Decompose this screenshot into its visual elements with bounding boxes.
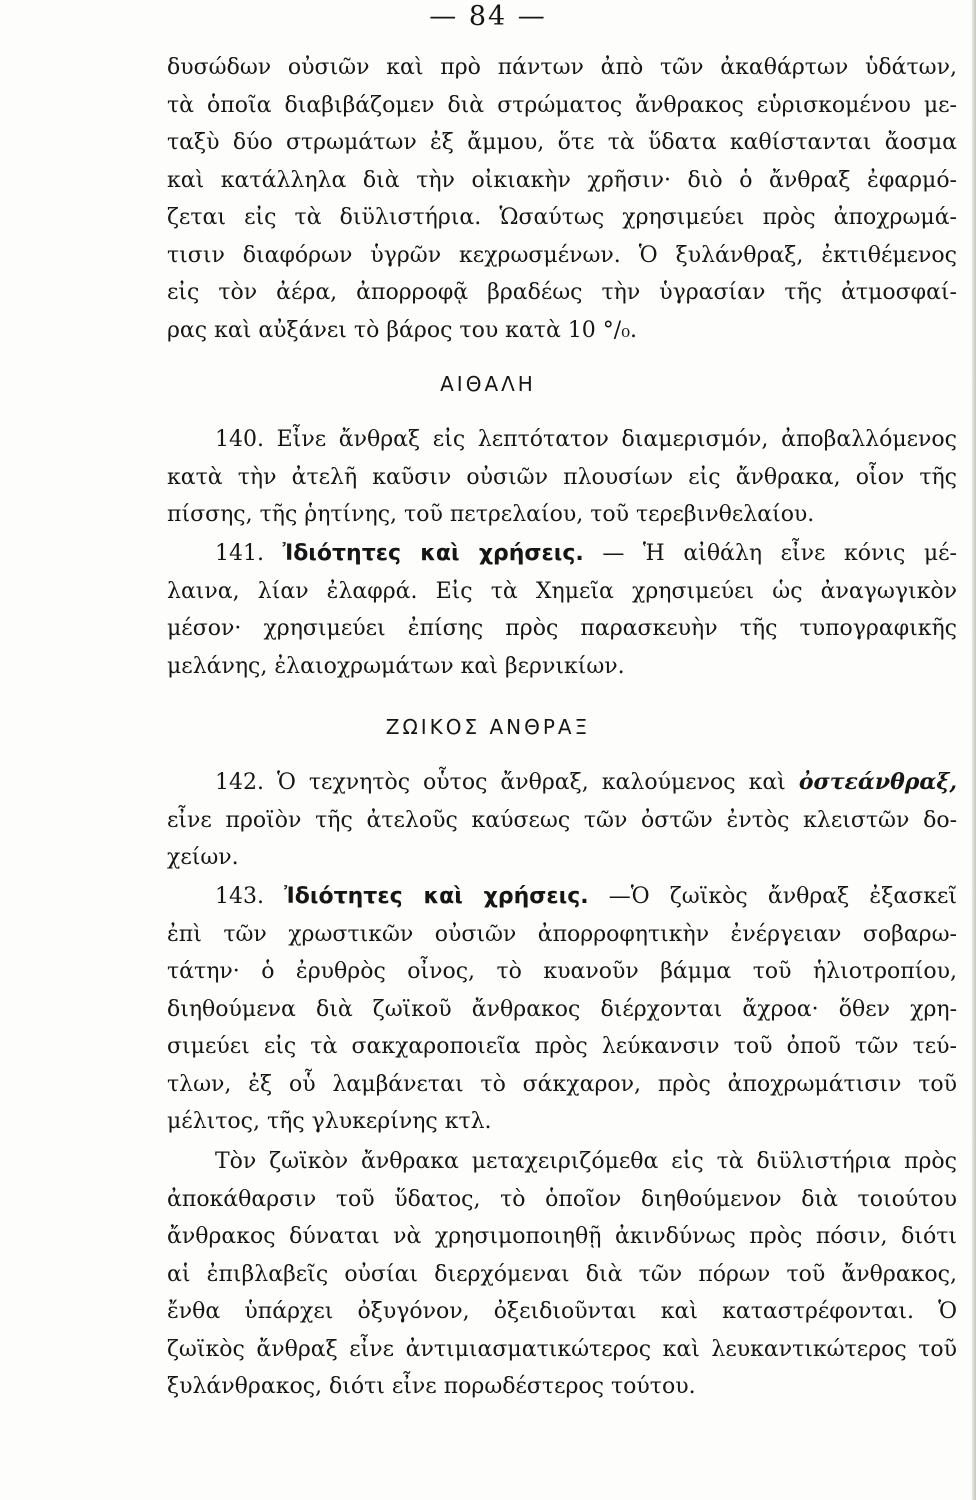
text-line: τλων, ἐξ οὗ λαμβάνεται τὸ σάκχαρον, πρὸς ἀποχρωμάτισιν τοῦ xyxy=(167,1071,957,1097)
text-line: ζεται εἰς τὰ διϋλιστήρια. Ὡσαύτως χρησιμεύει πρὸς ἀποχρωμά- xyxy=(167,205,957,230)
paragraph-140 xyxy=(167,421,957,534)
text-line: ταξὺ δύο στρωμάτων ἐξ ἄμμου, ὅτε τὰ ὕδατα καθίστανται ἄοσμα xyxy=(167,130,957,155)
bold-subheading: Ἰδιότητες καὶ χρήσεις. xyxy=(282,541,584,566)
text-line: πίσσης, τῆς ῥητίνης, τοῦ πετρελαίου, τοῦ τερεβινθελαίου. xyxy=(167,502,815,527)
text-line: ξυλάνθρακος, διότι εἶνε πορωδέστερος τούτου. xyxy=(167,1374,696,1399)
text-line xyxy=(167,535,957,573)
page-number: — 84 — xyxy=(429,1,547,32)
text-line: τάτην· ὁ ἐρυθρὸς οἶνος, τὸ κυανοῦν βάμμα τοῦ ἡλιοτροπίου, xyxy=(167,959,957,984)
bold-subheading: Ἰδιότητες καὶ χρήσεις. xyxy=(284,884,589,909)
bold-italic-term: ὀστεάνθραξ, xyxy=(798,769,957,795)
section-heading-soot: ΑΙΘΑΛΗ xyxy=(440,372,536,396)
text-line: ἀποκάθαρσιν τοῦ ὕδατος, τὸ ὁποῖον διηθούμενον διὰ τοιούτου xyxy=(167,1186,957,1212)
text-line: ἔνθα ὑπάρχει ὀξυγόνον, ὀξειδιοῦνται καὶ καταστρέφονται. Ὁ xyxy=(167,1299,957,1324)
text-fragment: — Ἡ αἰθάλη εἶνε κόνις μέ- xyxy=(602,541,957,566)
paragraph-143 xyxy=(167,878,957,1141)
paragraph-final xyxy=(167,1143,957,1406)
text-line: τισιν διαφόρων ὑγρῶν κεχρωσμένων. Ὁ ξυλάνθραξ, ἐκτιθέμενος xyxy=(167,242,957,268)
text-line: ἄνθρακος δύναται νὰ χρησιμοποιηθῇ ἀκινδύνως πρὸς πόσιν, διότι xyxy=(167,1224,957,1249)
text-line: ἐπὶ τῶν χρωστικῶν οὐσιῶν ἀπορροφητικὴν ἐνέργειαν σοβαρω- xyxy=(167,921,957,947)
text-line: ζωϊκὸς ἄνθραξ εἶνε ἀντιμιασματικώτερος καὶ λευκαντικώτερος τοῦ xyxy=(167,1336,957,1362)
text-line: διηθούμενα διὰ ζωϊκοῦ ἄνθρακος διέρχονται ἄχροα· ὅθεν χρη- xyxy=(167,996,957,1022)
text-line: εἰς τὸν ἀέρα, ἀπορροφᾷ βραδέως τὴν ὑγρασίαν τῆς ἀτμοσφαί- xyxy=(167,280,957,305)
paragraph-142 xyxy=(167,764,957,877)
text-line: μέλιτος, τῆς γλυκερίνης κτλ. xyxy=(167,1109,492,1134)
page-edge xyxy=(972,0,976,1500)
text-line: αἱ ἐπιβλαβεῖς οὐσίαι διερχόμεναι διὰ τῶν πόρων τοῦ ἄνθρακος, xyxy=(167,1261,957,1287)
text-line: κατὰ τὴν ἀτελῆ καῦσιν οὐσιῶν πλουσίων εἰς ἄνθρακα, οἷον τῆς xyxy=(167,464,957,490)
text-line: δυσώδων οὐσιῶν καὶ πρὸ πάντων ἀπὸ τῶν ἀκαθάρτων ὑδάτων, xyxy=(167,55,957,80)
text-line: ρας καὶ αὐξάνει τὸ βάρος του κατὰ 10 °/₀. xyxy=(167,317,638,343)
section-heading-animal-charcoal: ΖΩΙΚΟΣ ΑΝΘΡΑΞ xyxy=(385,715,591,739)
text-line xyxy=(167,764,957,802)
text-fragment: —Ὁ ζωϊκὸς ἄνθραξ ἐξασκεῖ xyxy=(608,884,957,909)
text-line xyxy=(167,878,957,916)
text-line: Τὸν ζωϊκὸν ἄνθρακα μεταχειριζόμεθα εἰς τὰ διϋλιστήρια πρὸς xyxy=(215,1149,957,1174)
text-line: καὶ κατάλληλα διὰ τὴν οἰκιακὴν χρῆσιν· διὸ ὁ ἄνθραξ ἐφαρμό- xyxy=(167,167,957,193)
paragraph-number: 141. xyxy=(215,541,264,566)
text-line: σιμεύει εἰς τὰ σακχαροποιεῖα πρὸς λεύκανσιν τοῦ ὀποῦ τῶν τεύ- xyxy=(167,1034,957,1059)
text-line: μελάνης, ἐλαιοχρωμάτων καὶ βερνικίων. xyxy=(167,653,625,679)
text-line: χείων. xyxy=(167,845,239,870)
paragraph-number: 143. xyxy=(215,884,264,909)
text-line: μέσον· χρησιμεύει ἐπίσης πρὸς παρασκευὴν τῆς τυπογραφικῆς xyxy=(167,616,957,641)
text-line: λαινα, λίαν ἐλαφρά. Εἰς τὰ Χημεῖα χρησιμεύει ὡς ἀναγωγικὸν xyxy=(167,578,957,604)
text-fragment: 142. Ὁ τεχνητὸς οὗτος ἄνθραξ, καλούμενος καὶ xyxy=(215,770,786,795)
text-line: τὰ ὁποῖα διαβιβάζομεν διὰ στρώματος ἄνθρακος εὑρισκομένου με- xyxy=(167,92,957,118)
text-line: 140. Εἶνε ἄνθραξ εἰς λεπτότατον διαμερισμόν, ἀποβαλλόμενος xyxy=(215,427,957,452)
paragraph-continuation xyxy=(167,49,957,349)
text-line: εἶνε προϊὸν τῆς ἀτελοῦς καύσεως τῶν ὀστῶν ἐντὸς κλειστῶν δο- xyxy=(167,807,957,833)
paragraph-141 xyxy=(167,535,957,685)
